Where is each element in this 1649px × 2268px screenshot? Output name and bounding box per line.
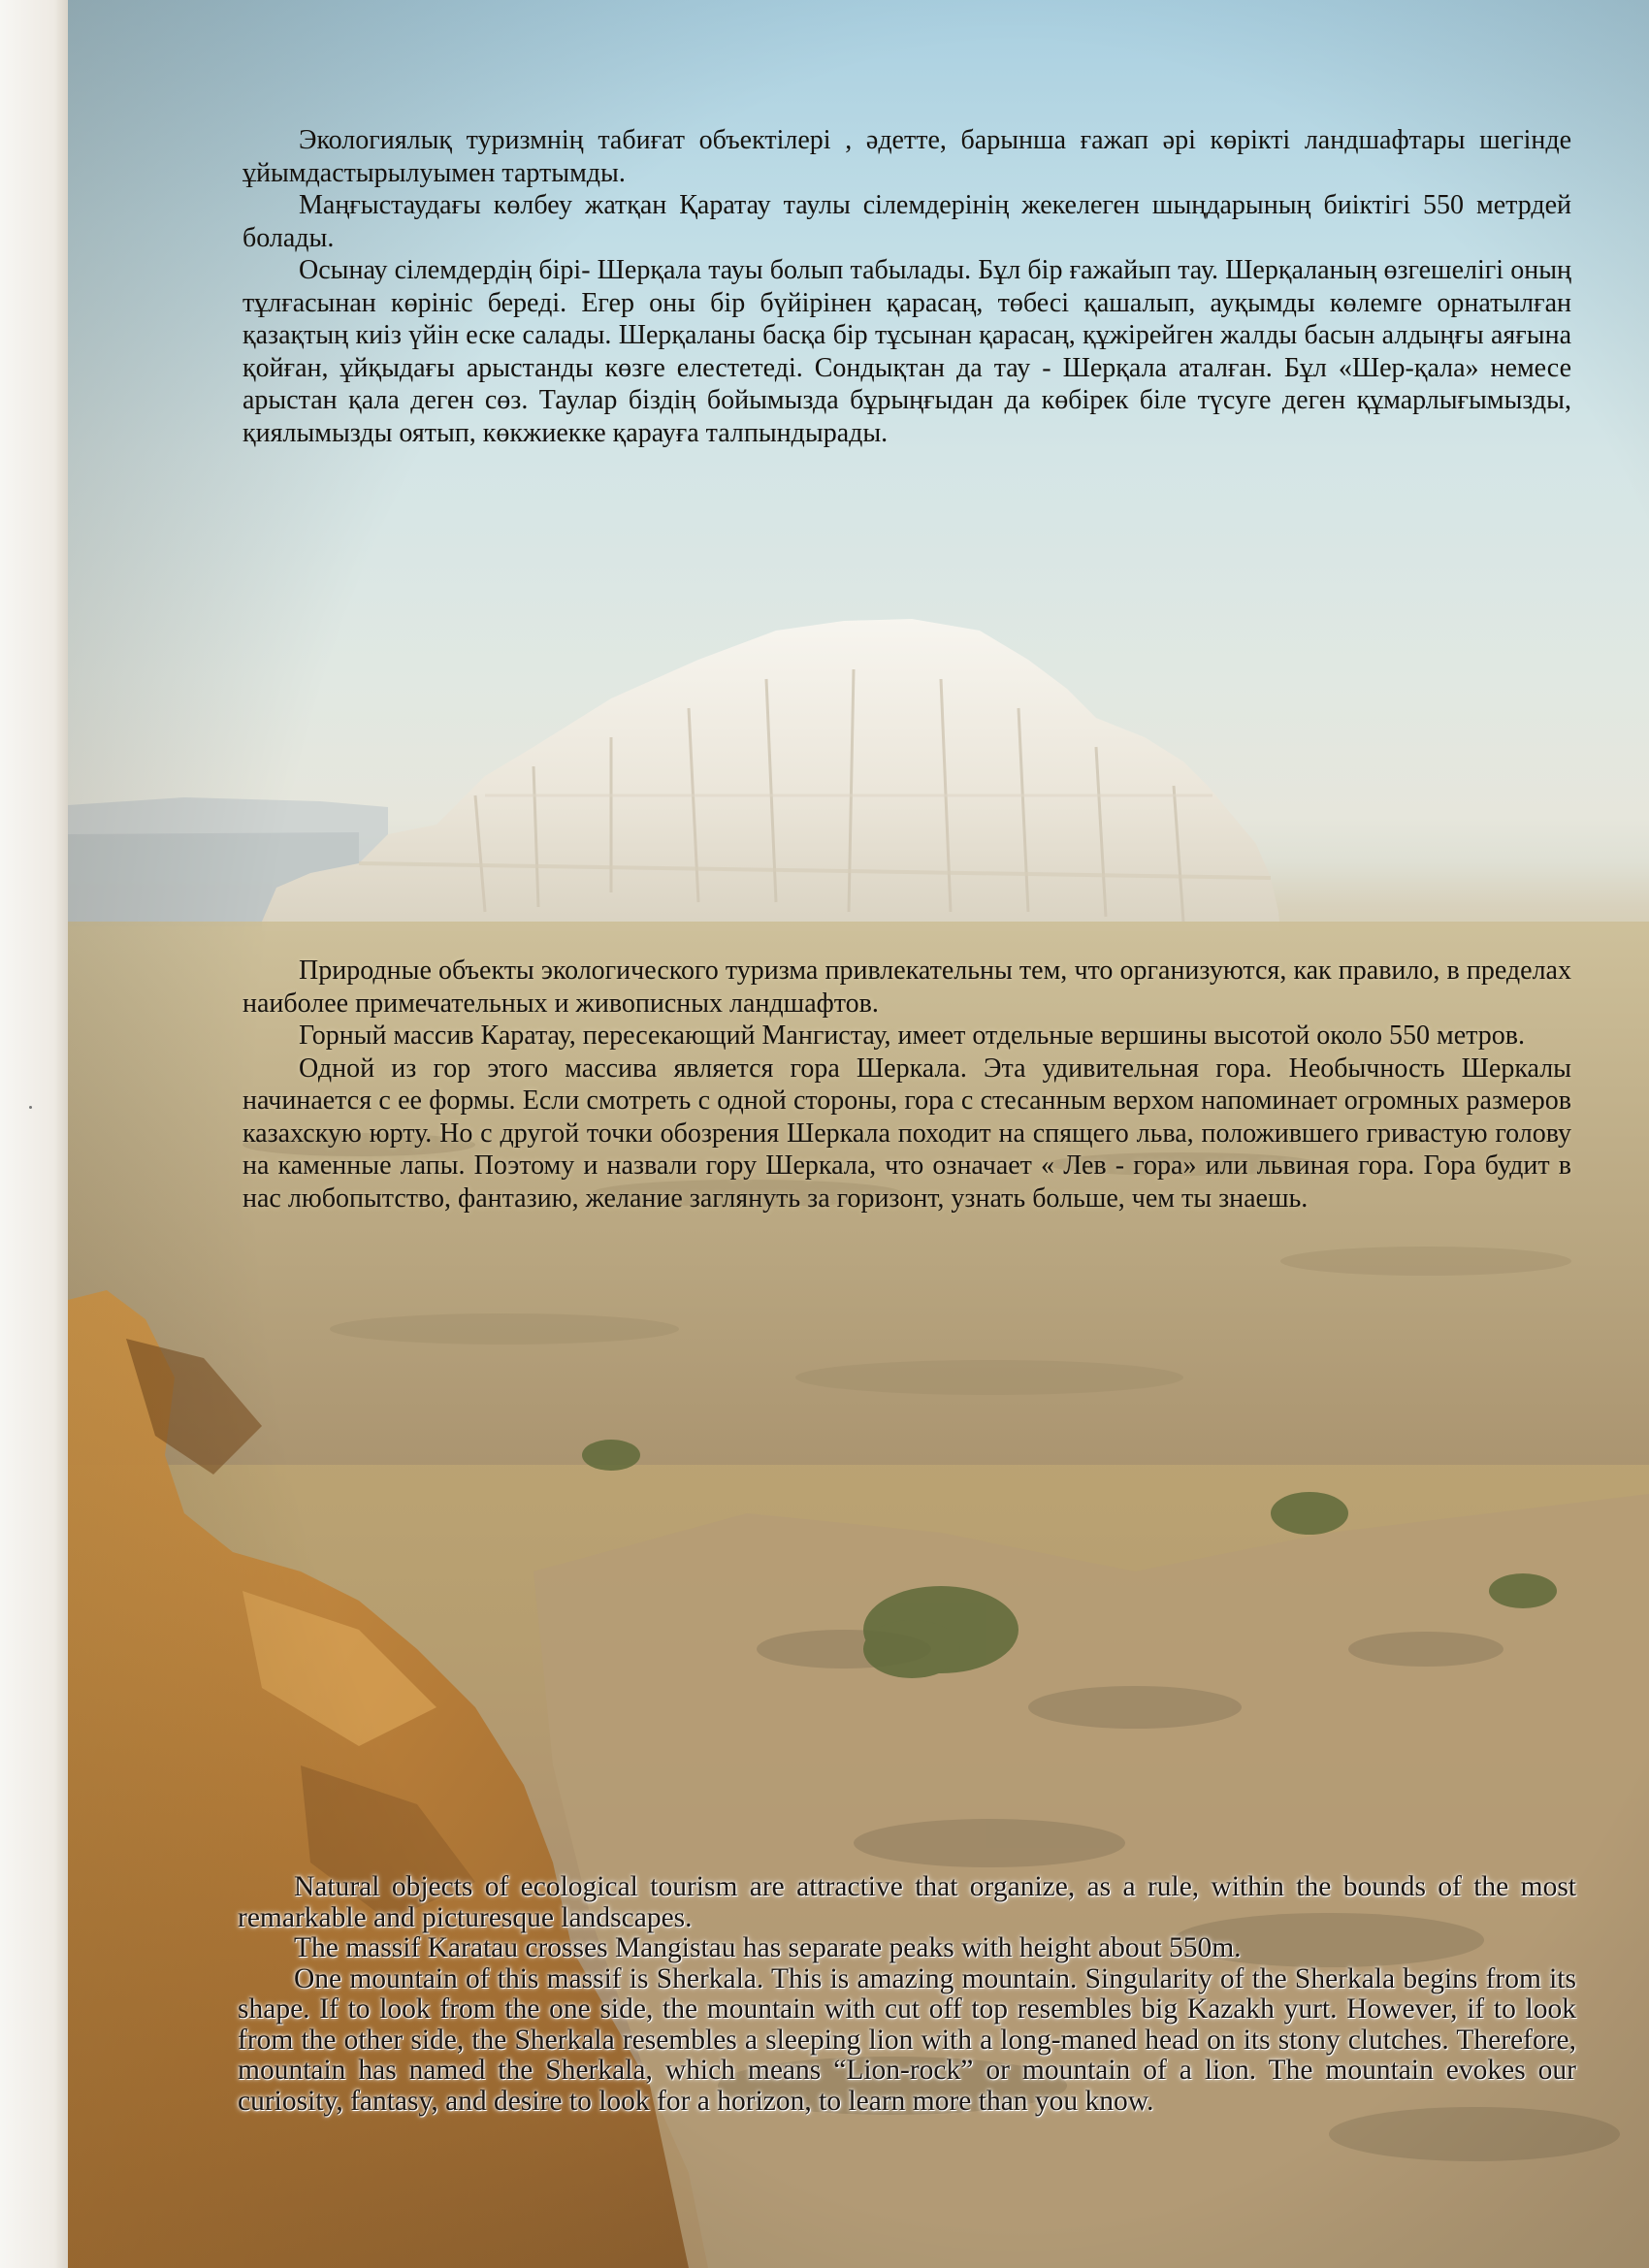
kazakh-text-block [242, 124, 1571, 449]
russian-paragraph: Горный массив Каратау, пересекающий Мангистау, имеет отдельные вершины высотой около 550 метров. [299, 1021, 1525, 1051]
english-paragraph: One mountain of this massif is Sherkala. This is amazing mountain. Singularity of the Sherkala begins from its shape. If to look from the one side, the mountain with cut off top resembles big Kazakh yurt. However, if to look from the other side, the Sherkala resembles a sleeping lion with a long-maned head on its stony clutches. Therefore, mountain has named the Sherkala, which means “Lion-rock” or mountain of a lion. The mountain evokes our curiosity, fantasy, and desire to look for a horizon, to learn more than you know. [238, 1962, 1576, 2117]
kazakh-paragraph: Осынау сілемдердің бірі- Шерқала тауы болып табылады. Бұл бір ғажайып тау. Шерқаланың өзгешелігі оның тұлғасынан көрініс береді. Егер оны бір бүйірінен қарасаң, төбесі қашалып, ауқымды көлемге орнатылған қазақтың киіз үйін еске салады. Шерқаланы басқа бір тұсынан қарасаң, құжірейген жалды басын алдыңғы аяғына қойған, ұйқыдағы арыстанды көзге елестетеді. Сондықтан да тау - Шерқала аталған. Бұл «Шер-қала» немесе арыстан қала деген сөз. Таулар біздің бойымызда бұрыңғыдан да көбірек біле түсуге деген құмарлығымызды, қиялымызды оятып, көкжиекке қарауға талпындырады. [242, 255, 1571, 448]
english-paragraph: The massif Karatau crosses Mangistau has separate peaks with height about 550m. [294, 1932, 1242, 1963]
kazakh-paragraph: Экологиялық туризмнің табиғат объектілері , әдетте, барынша ғажап әрі көрікті ландшафтары шегінде ұйымдастырылуымен тартымды. [242, 125, 1571, 188]
russian-paragraph: Одной из гор этого массива является гора Шеркала. Эта удивительная гора. Необычность Шеркалы начинается с ее формы. Если смотреть с одной стороны, гора с стесанным верхом напоминает огромных размеров казахскую юрту. Но с другой точки обозрения Шеркала походит на спящего льва, положившего гривастую голову на каменные лапы. Поэтому и назвали гору Шеркала, что означает « Лев - гора» или львиная гора. Гора будит в нас любопытство, фантазию, желание заглянуть за горизонт, узнать больше, чем ты знаешь. [242, 1053, 1571, 1214]
scan-speck [29, 1106, 32, 1109]
page-margin [0, 0, 68, 2268]
english-text-block [238, 1872, 1576, 2117]
kazakh-paragraph: Маңғыстаудағы көлбеу жатқан Қаратау таулы сілемдерінің жекелеген шыңдарының биіктігі 550 метрдей болады. [242, 190, 1571, 253]
english-paragraph: Natural objects of ecological tourism are attractive that organize, as a rule, within the bounds of the most remarkable and picturesque landscapes. [238, 1871, 1576, 1933]
russian-text-block [242, 955, 1571, 1215]
russian-paragraph: Природные объекты экологического туризма привлекательны тем, что организуются, как правило, в пределах наиболее примечательных и живописных ландшафтов. [242, 956, 1571, 1019]
